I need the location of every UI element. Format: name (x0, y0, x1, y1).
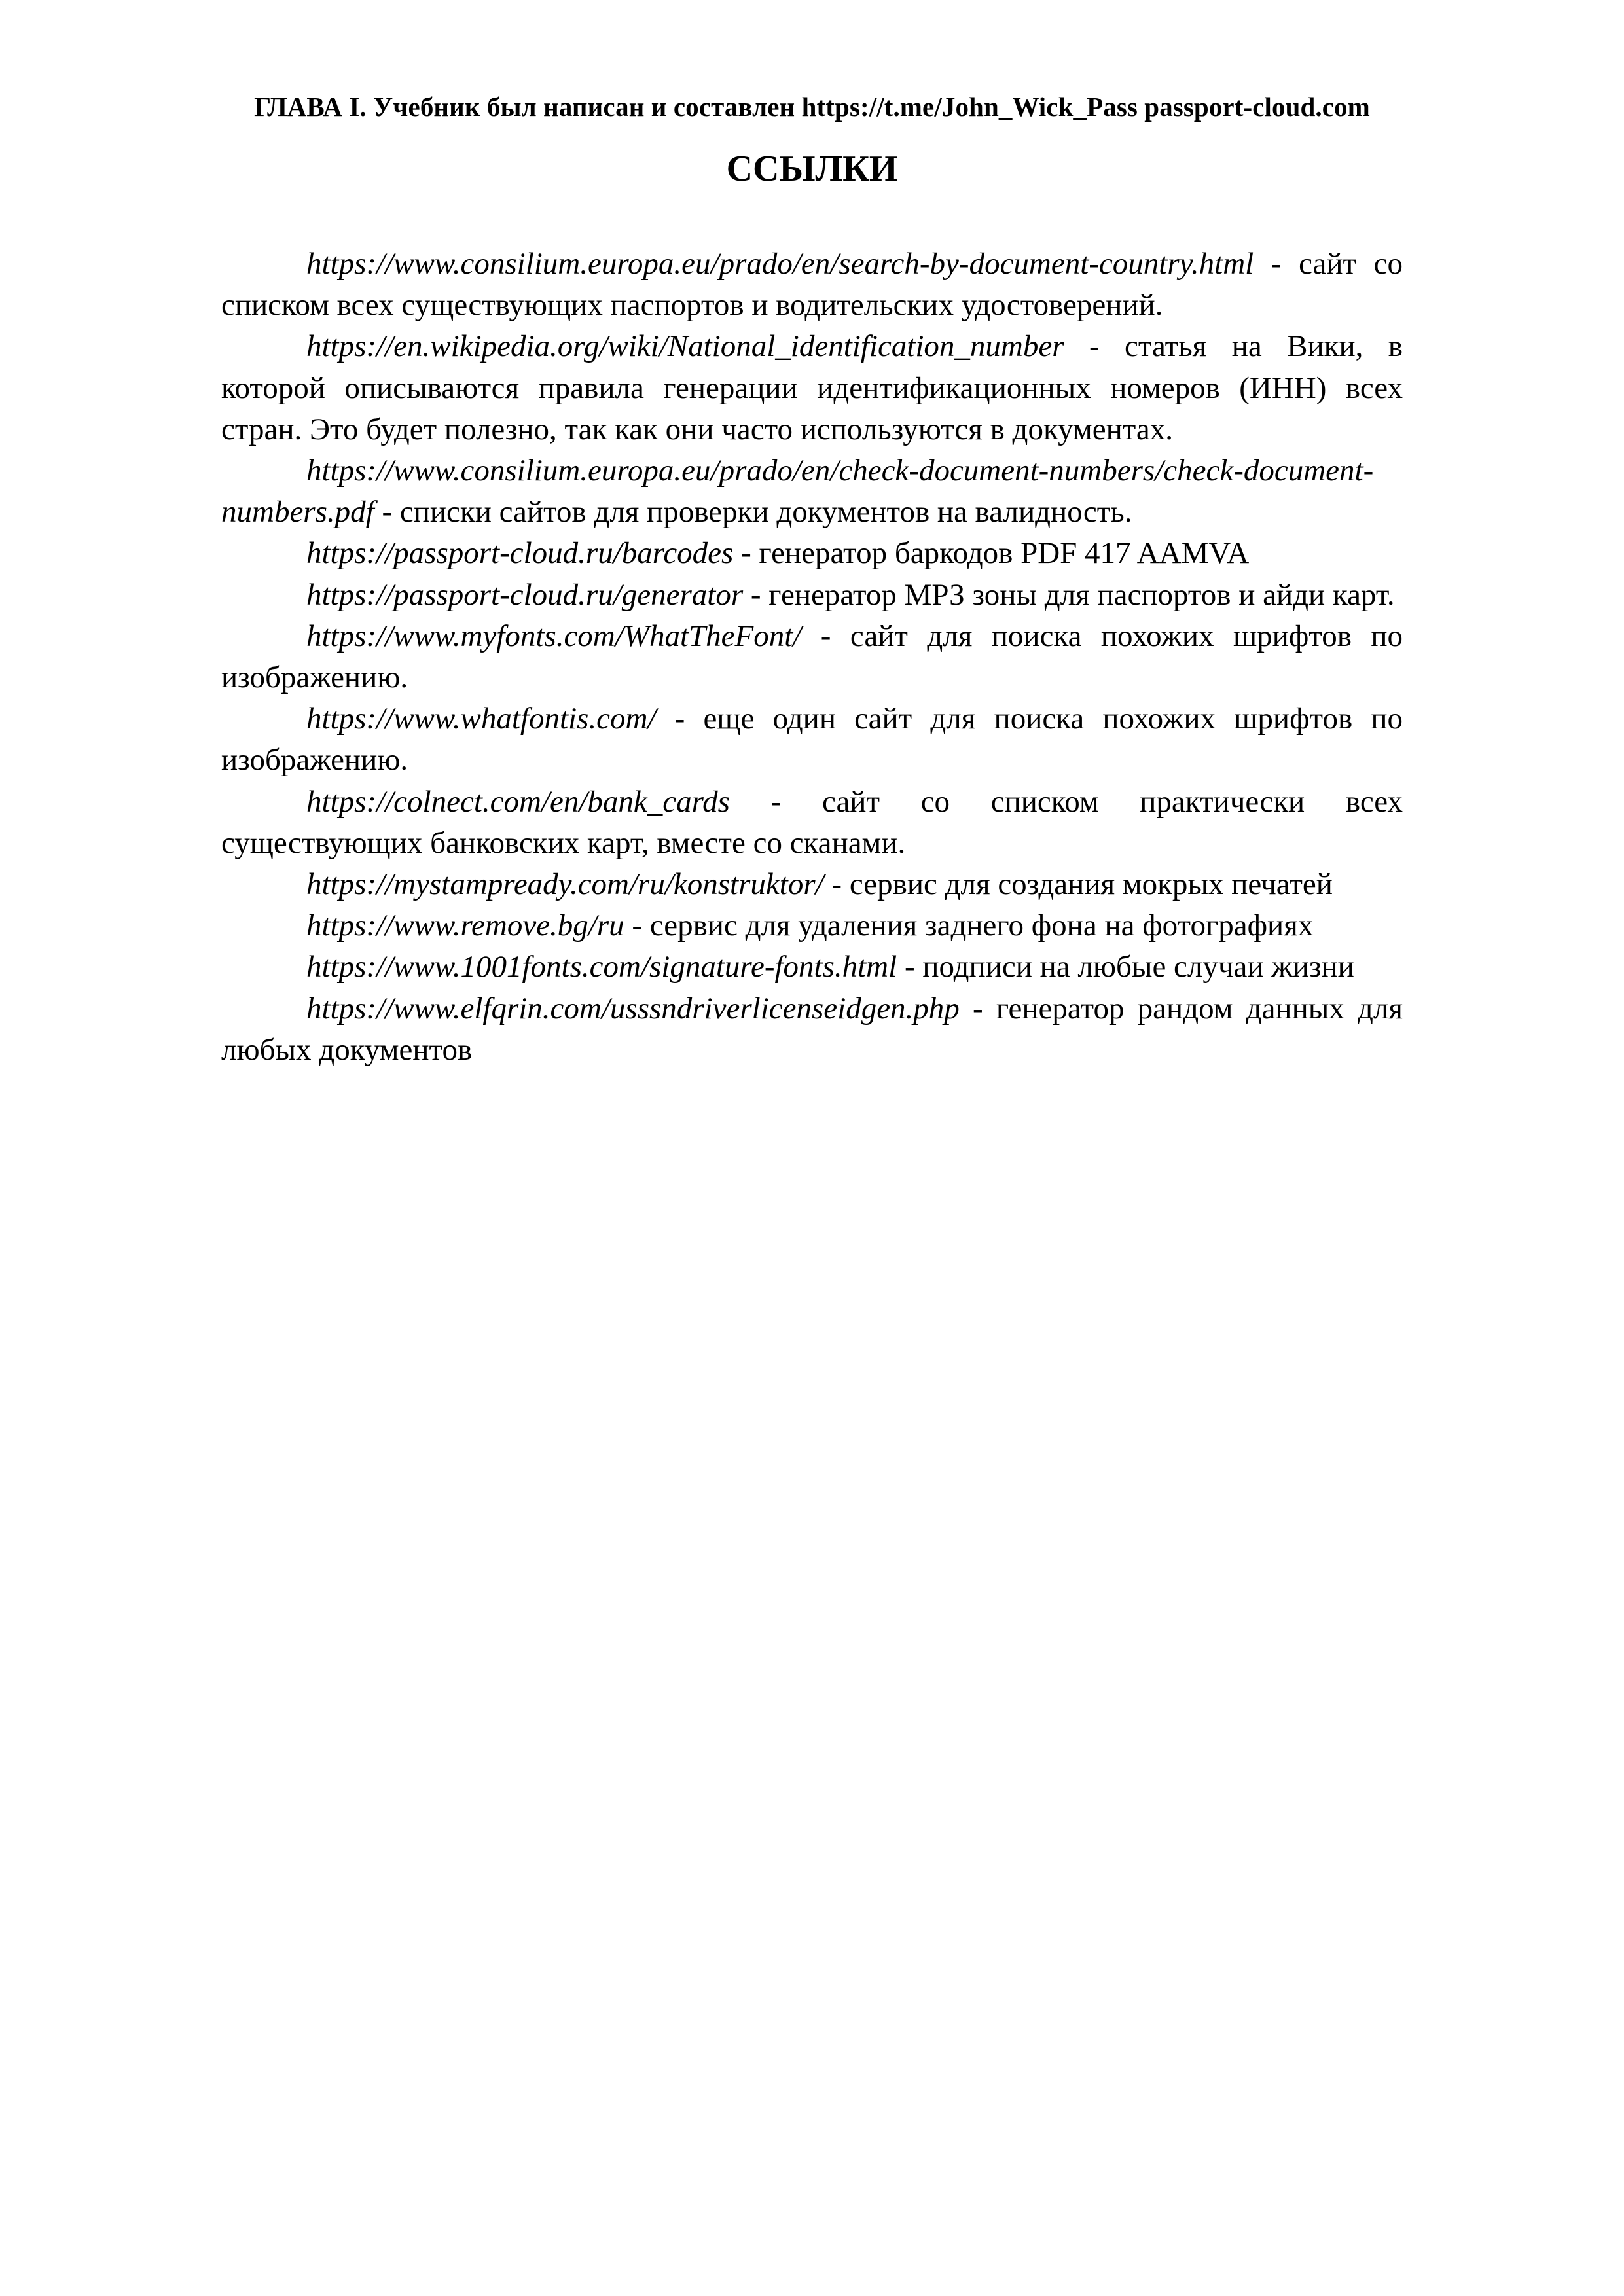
link-separator: - (897, 950, 923, 984)
link-url[interactable]: https://mystampready.com/ru/konstruktor/ (306, 867, 824, 902)
link-url[interactable]: https://colnect.com/en/bank_cards (306, 784, 730, 819)
link-description: сайт со списком практически всех существующих банковских карт, вместе со сканами. (221, 784, 1403, 860)
link-entry (221, 864, 1403, 905)
link-entry (221, 243, 1403, 326)
link-entry (221, 905, 1403, 946)
link-description: генератор МРЗ зоны для паспортов и айди карт. (768, 577, 1395, 612)
link-entry (221, 946, 1403, 988)
link-separator: - (729, 784, 823, 819)
link-description: списки сайтов для проверки документов на валидность. (399, 495, 1132, 529)
link-separator: - (1064, 329, 1125, 364)
link-description: сайт для поиска похожих шрифтов по изображению. (221, 619, 1403, 695)
link-url[interactable]: https://www.1001fonts.com/signature-fonts.html (306, 950, 897, 984)
link-url[interactable]: https://www.consilium.europa.eu/prado/en/check-document-numbers/check-document-numbers.pdf (221, 454, 1374, 529)
link-url[interactable]: https://passport-cloud.ru/generator (306, 577, 744, 612)
link-description: статья на Вики, в которой описываются правила генерации идентификационных номеров (ИНН) всех стран. Это будет полезно, так как они часто используются в документах. (221, 329, 1403, 446)
link-separator: - (374, 495, 400, 529)
link-description: еще один сайт для поиска похожих шрифтов по изображению. (221, 702, 1403, 778)
link-entry (221, 781, 1403, 864)
link-description: генератор рандом данных для любых документов (221, 991, 1403, 1067)
link-entry (221, 326, 1403, 450)
link-separator: - (801, 619, 850, 653)
link-description: сайт со списком всех существующих паспортов и водительских удостоверений. (221, 247, 1403, 323)
link-separator: - (959, 991, 996, 1026)
link-separator: - (656, 702, 704, 736)
link-entry (221, 533, 1403, 574)
link-url[interactable]: https://passport-cloud.ru/barcodes (306, 536, 734, 571)
link-url[interactable]: https://www.remove.bg/ru (306, 908, 624, 943)
link-entry (221, 616, 1403, 698)
links-list (221, 243, 1403, 1071)
page-title: ССЫЛКИ (726, 149, 898, 189)
running-header: ГЛАВА I. Учебник был написан и составлен https://t.me/John_Wick_Pass passport-cloud.com (254, 92, 1370, 122)
link-url[interactable]: https://en.wikipedia.org/wiki/National_identification_number (306, 329, 1064, 364)
link-description: генератор баркодов PDF 417 AAMVA (759, 536, 1250, 571)
link-separator: - (743, 577, 769, 612)
link-description: сервис для удаления заднего фона на фотографиях (649, 908, 1314, 943)
link-separator: - (733, 536, 759, 571)
link-url[interactable]: https://www.consilium.europa.eu/prado/en/search-by-document-country.html (306, 247, 1254, 281)
link-separator: - (624, 908, 650, 943)
link-description: сервис для создания мокрых печатей (849, 867, 1333, 902)
link-separator: - (1254, 247, 1299, 281)
link-url[interactable]: https://www.whatfontis.com/ (306, 702, 657, 736)
link-separator: - (823, 867, 850, 902)
link-entry (221, 988, 1403, 1071)
link-entry (221, 575, 1403, 616)
link-entry (221, 698, 1403, 781)
link-url[interactable]: https://www.elfqrin.com/usssndriverlicenseidgen.php (306, 991, 960, 1026)
link-url[interactable]: https://www.myfonts.com/WhatTheFont/ (306, 619, 802, 653)
link-description: подписи на любые случаи жизни (922, 950, 1354, 984)
link-entry (221, 450, 1403, 533)
